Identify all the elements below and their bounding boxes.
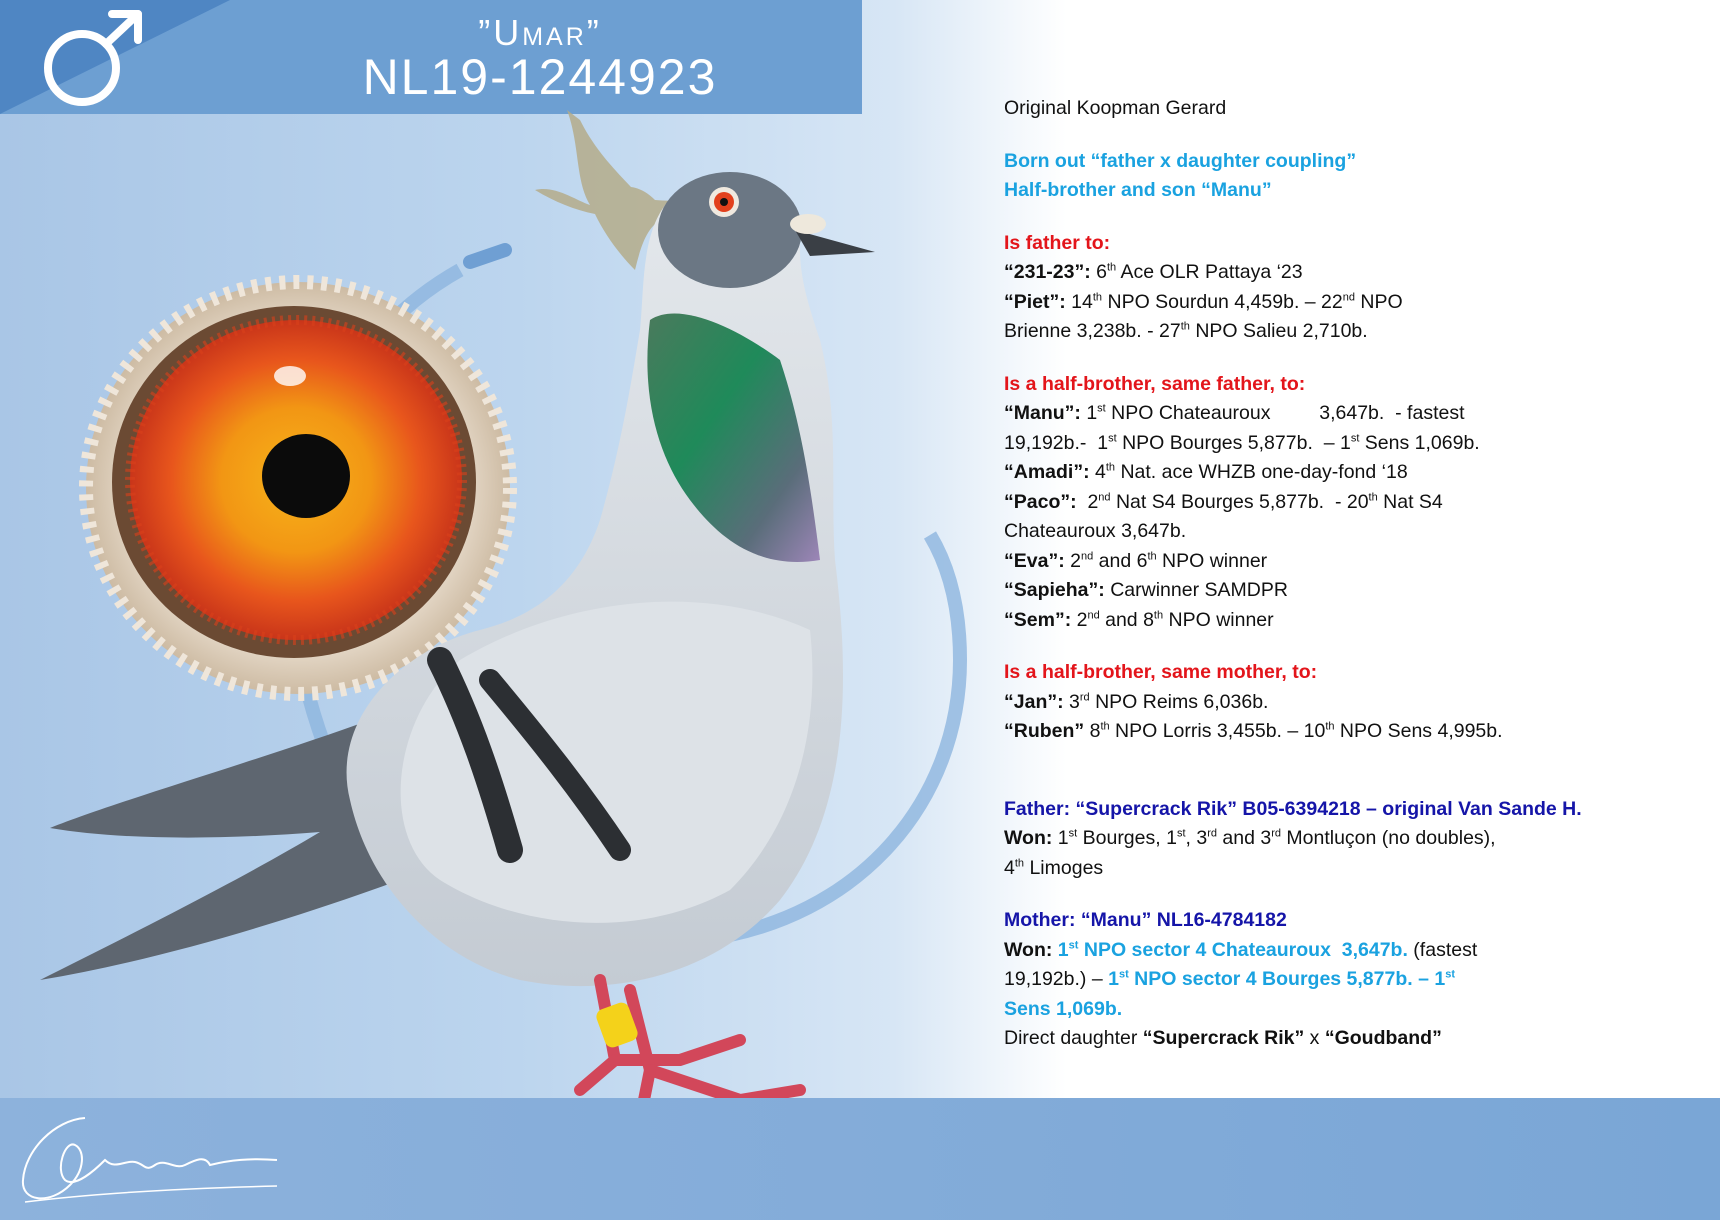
mother-direct: Direct daughter “Supercrack Rik” x “Goudband” [1004, 1027, 1442, 1049]
father-to-heading: Is father to: [1004, 231, 1111, 254]
father-to-item: “231-23”: 6th Ace OLR Pattaya ‘23 [1004, 261, 1303, 283]
half-sibling-item: “Manu”: 1st NPO Chateauroux 3,647b. - fastest 19,192b.- 1st NPO Bourges 5,877b. – 1st Sens 1,069b. [1004, 402, 1480, 454]
mother-heading: Mother: “Manu” NL16-4784182 [1004, 909, 1287, 931]
ring-number: NL19-1244923 [362, 49, 718, 105]
half-sibling-item: “Sem”: 2nd and 8th NPO winner [1004, 608, 1274, 631]
male-symbol-icon [38, 6, 150, 112]
half-sibling-item: “Sapieha”: Carwinner SAMDPR [1004, 579, 1288, 601]
origin: Original Koopman Gerard [1004, 97, 1227, 119]
half-sibling-item: “Eva”: 2nd and 6th NPO winner [1004, 549, 1268, 572]
half-sibling-item: “Jan”: 3rd NPO Reims 6,036b. [1004, 690, 1269, 713]
pedigree-info [1004, 94, 1704, 1054]
bred-line-1: Born out “father x daughter coupling” [1004, 149, 1357, 172]
half-brother-mother-heading: Is a half-brother, same mother, to: [1004, 661, 1318, 683]
mother-won: Won: 1st NPO sector 4 Chateauroux 3,647b. (fastest 19,192b.) – 1st NPO sector 4 Bourges 5,877b. – 1st Sens 1,069b. [1004, 938, 1478, 1020]
half-brother-father-heading: Is a half-brother, same father, to: [1004, 372, 1306, 395]
father-heading: Father: “Supercrack Rik” B05-6394218 – original Van Sande H. [1004, 797, 1582, 820]
half-sibling-item: “Paco”: 2nd Nat S4 Bourges 5,877b. - 20th Nat S4 Chateauroux 3,647b. [1004, 490, 1443, 542]
pigeon-name: ”Umar” [478, 12, 602, 53]
half-sibling-item: “Ruben” 8th NPO Lorris 3,455b. – 10th NPO Sens 4,995b. [1004, 720, 1503, 742]
koopman-signature [15, 1110, 285, 1210]
father-to-item: “Piet”: 14th NPO Sourdun 4,459b. – 22nd NPO Brienne 3,238b. - 27th NPO Salieu 2,710b. [1004, 290, 1403, 342]
pigeon-photo [40, 160, 1000, 1150]
bred-line-2: Half-brother and son “Manu” [1004, 179, 1272, 201]
father-won: Won: 1st Bourges, 1st, 3rd and 3rd Montluçon (no doubles), 4th Limoges [1004, 827, 1496, 879]
half-sibling-item: “Amadi”: 4th Nat. ace WHZB one-day-fond ‘18 [1004, 461, 1408, 483]
